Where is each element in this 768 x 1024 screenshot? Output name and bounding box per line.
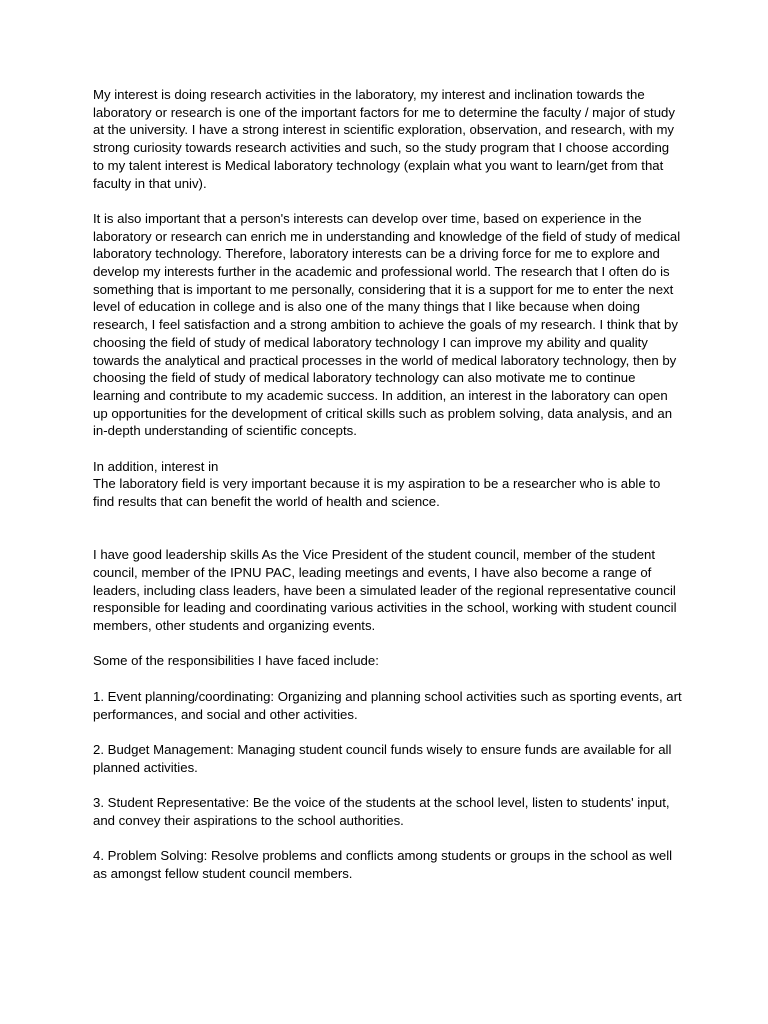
paragraph-leadership-skills: I have good leadership skills As the Vice President of the student council, member of the student council, member of the IPNU PAC, leading meetings and events, I have also become a range of leaders, including class leaders, have been a simulated leader of the regional representative council responsible for leading and coordinating various activities in the school, working with student council members, other students and organizing events.	[93, 547, 677, 634]
list-item-problem-solving: 4. Problem Solving: Resolve problems and conflicts among students or groups in the school as well as amongst fellow student council members.	[93, 848, 673, 881]
paragraph-research-interest: My interest is doing research activities in the laboratory, my interest and inclination towards the laboratory or research is one of the important factors for me to determine the faculty / major of study at the university. I have a strong interest in scientific exploration, observation, and research, with my strong curiosity towards research activities and such, so the study program that I choose according to my talent interest is Medical laboratory technology (explain what you want to learn/get from that faculty in that univ).	[93, 87, 675, 191]
list-item-event-planning: 1. Event planning/coordinating: Organizing and planning school activities such as sporting events, art performances, and social and other activities.	[93, 688, 682, 722]
paragraph-interest-development: It is also important that a person's interests can develop over time, based on experience in the laboratory or research can enrich me in understanding and knowledge of the field of study of medical laboratory technology. Therefore, laboratory interests can be a driving force for me to explore and develop my interests further in the academic and professional world. The research that I often do is something that is important to me personally, considering that it is a support for me to enter the next level of education in college and is also one of the many things that I like because when doing research, I feel satisfaction and a strong ambition to achieve the goals of my research. I think that by choosing the field of study of medical laboratory technology I can improve my ability and quality towards the analytical and practical processes in the world of medical laboratory technology, then by choosing the field of study of medical laboratory technology can also motivate me to continue learning and contribute to my academic success. In addition, an interest in the laboratory can open up opportunities for the development of critical skills such as problem solving, data analysis, and an in-depth understanding of scientific concepts.	[93, 210, 681, 439]
paragraph-responsibilities-intro: Some of the responsibilities I have faced include:	[93, 653, 379, 669]
document-body	[93, 86, 683, 900]
paragraph-laboratory-aspiration: In addition, interest in The laboratory field is very important because it is my aspiration to be a researcher who is able to find results that can benefit the world of health and science.	[93, 458, 661, 510]
list-item-student-representative: 3. Student Representative: Be the voice of the students at the school level, listen to students' input, and convey their aspirations to the school authorities.	[93, 795, 670, 828]
list-item-budget-management: 2. Budget Management: Managing student council funds wisely to ensure funds are available for all planned activities.	[93, 741, 672, 775]
